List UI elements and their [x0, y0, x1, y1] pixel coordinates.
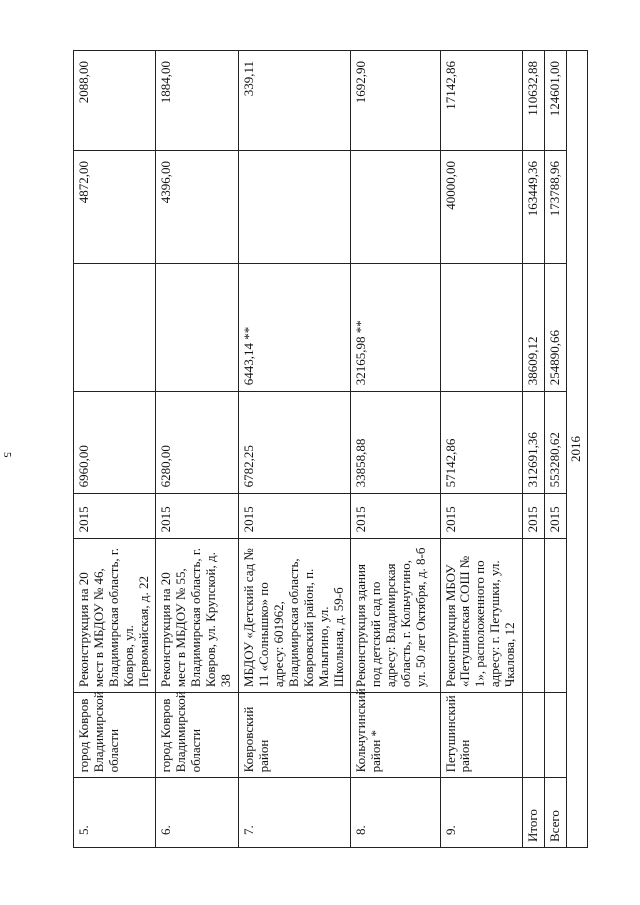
value-cell: 6443,14 ** — [238, 264, 350, 392]
value-cell: 1692,90 — [351, 51, 440, 151]
object-cell: Реконструкция здания под детский сад по адресу: Владимирская область, г. Кольчугино, ул. 50 лет Октября, д. 8-б — [351, 539, 440, 693]
value-cell — [440, 264, 522, 392]
object-cell: МБДОУ «Детский сад № 11 «Солнышко» по адресу: 601962, Владимирская область, Ковровский район, п. Малыгино, ул. Школьная, д. 59-б — [238, 539, 350, 693]
total-label: Всего — [544, 778, 566, 848]
value-cell: 4396,00 — [156, 150, 238, 263]
table-row — [74, 51, 156, 848]
value-cell: 312691,36 — [522, 392, 544, 494]
row-number: 5. — [74, 778, 156, 848]
value-cell: 4872,00 — [74, 150, 156, 263]
municipality-cell: Кольчугинский район * — [351, 693, 440, 778]
value-cell: 2088,00 — [74, 51, 156, 151]
value-cell: 1884,00 — [156, 51, 238, 151]
empty-cell — [522, 693, 544, 778]
year-header: 2016 — [566, 51, 587, 848]
year-cell: 2015 — [544, 494, 566, 539]
year-cell: 2015 — [522, 494, 544, 539]
value-cell: 339,11 — [238, 51, 350, 151]
municipality-cell: город Ковров Владимирской области — [74, 693, 156, 778]
value-cell: 254890,66 — [544, 264, 566, 392]
value-cell: 110632,88 — [522, 51, 544, 151]
total-row-itogo — [522, 51, 544, 848]
table-row — [440, 51, 522, 848]
object-cell: Реконструкция МБОУ «Петушинская СОШ № 1», расположенного по адресу: г. Петушки, ул. Чкалова, 12 — [440, 539, 522, 693]
data-table — [73, 50, 588, 848]
table-row — [351, 51, 440, 848]
value-cell: 163449,36 — [522, 150, 544, 263]
row-number: 9. — [440, 778, 522, 848]
row-number: 6. — [156, 778, 238, 848]
value-cell: 6960,00 — [74, 392, 156, 494]
empty-cell — [544, 539, 566, 693]
table-row — [238, 51, 350, 848]
object-cell: Реконструкция на 20 мест в МБДОУ № 46, Владимирская область, г. Ковров, ул. Первомайская, д. 22 — [74, 539, 156, 693]
table-row — [156, 51, 238, 848]
value-cell — [238, 150, 350, 263]
value-cell: 38609,12 — [522, 264, 544, 392]
rotated-page-content — [73, 50, 588, 848]
value-cell: 32165,98 ** — [351, 264, 440, 392]
value-cell — [156, 264, 238, 392]
empty-cell — [522, 539, 544, 693]
municipality-cell: Ковровский район — [238, 693, 350, 778]
value-cell: 124601,00 — [544, 51, 566, 151]
year-cell: 2015 — [440, 494, 522, 539]
value-cell — [74, 264, 156, 392]
year-cell: 2015 — [351, 494, 440, 539]
value-cell: 57142,86 — [440, 392, 522, 494]
value-cell: 6280,00 — [156, 392, 238, 494]
year-cell: 2015 — [156, 494, 238, 539]
object-cell: Реконструкция на 20 мест в МБДОУ № 55, Владимирская область, г. Ковров, ул. Крупской, д. 38 — [156, 539, 238, 693]
municipality-cell: город Ковров Владимирской области — [156, 693, 238, 778]
municipality-cell: Петушинский район — [440, 693, 522, 778]
value-cell: 6782,25 — [238, 392, 350, 494]
value-cell: 553280,62 — [544, 392, 566, 494]
value-cell: 173788,96 — [544, 150, 566, 263]
value-cell — [351, 150, 440, 263]
total-row-vsego — [544, 51, 566, 848]
page-number: 5 — [1, 452, 13, 458]
row-number: 7. — [238, 778, 350, 848]
row-number: 8. — [351, 778, 440, 848]
value-cell: 17142,86 — [440, 51, 522, 151]
value-cell: 33858,88 — [351, 392, 440, 494]
year-cell: 2015 — [238, 494, 350, 539]
total-label: Итого — [522, 778, 544, 848]
value-cell: 40000,00 — [440, 150, 522, 263]
year-cell: 2015 — [74, 494, 156, 539]
year-header-row — [566, 51, 587, 848]
empty-cell — [544, 693, 566, 778]
